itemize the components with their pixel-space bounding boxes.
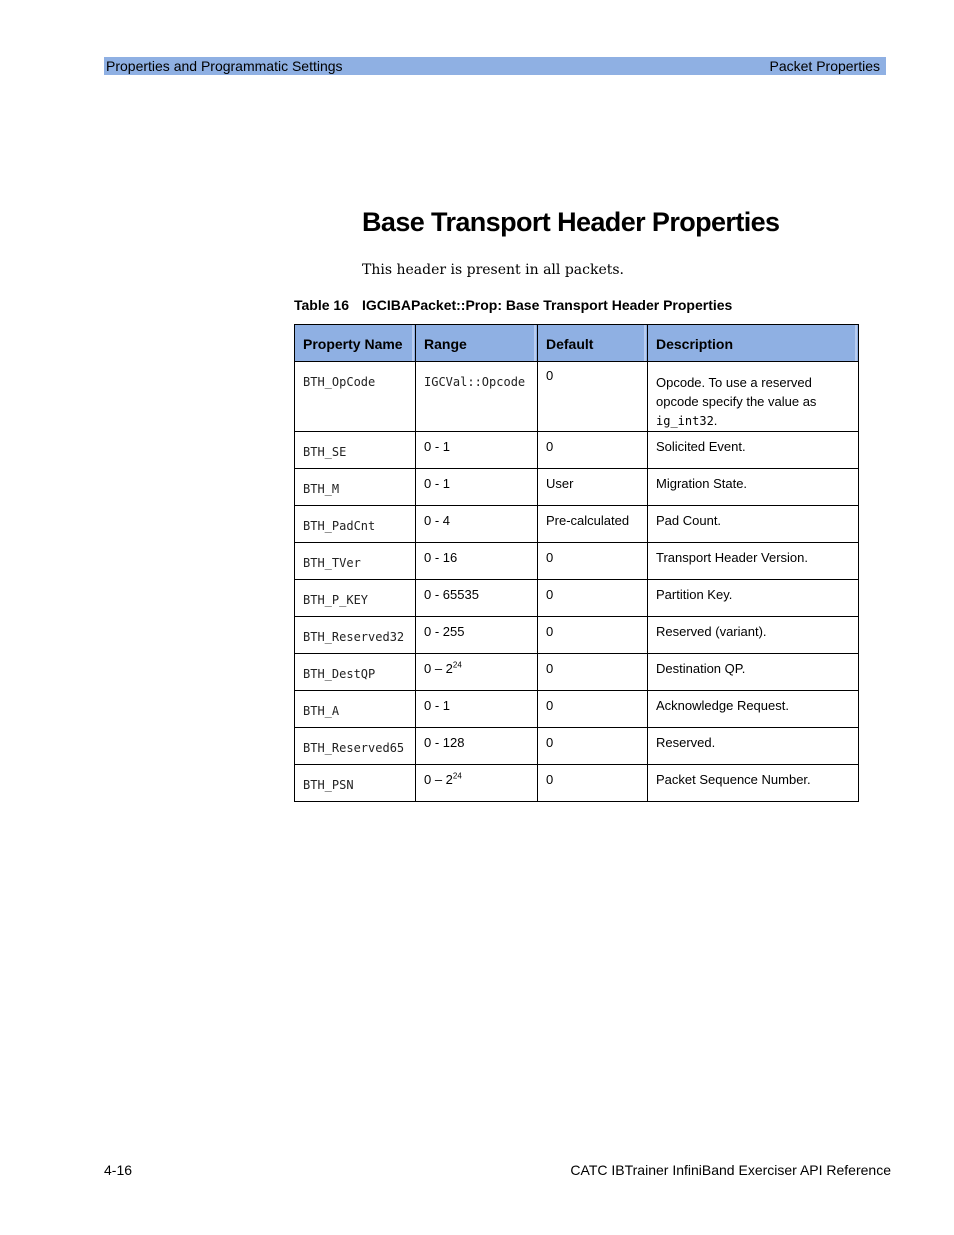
range-exponent: 24: [452, 771, 462, 781]
range-value: 0 - 255: [424, 624, 465, 639]
range-value: 0 - 1: [424, 698, 451, 713]
default-cell: [538, 362, 648, 432]
property-name: BTH_TVer: [303, 556, 361, 570]
page-title: Base Transport Header Properties: [362, 207, 780, 237]
book-title: CATC IBTrainer InfiniBand Exerciser API Reference: [570, 1162, 891, 1178]
table-row: [295, 506, 859, 543]
default-value: 0: [546, 439, 554, 454]
default-cell: [538, 765, 648, 802]
default-value: 0: [546, 772, 554, 787]
property-name-cell: [295, 506, 416, 543]
range-cell: [416, 728, 538, 765]
table-row: [295, 469, 859, 506]
property-name: BTH_SE: [303, 445, 347, 459]
column-header-range: Range: [416, 325, 538, 362]
description-text: Destination QP.: [656, 661, 746, 676]
property-name: BTH_PadCnt: [303, 519, 376, 533]
range-cell: [416, 469, 538, 506]
description-cell: [648, 617, 859, 654]
property-name: BTH_OpCode: [303, 375, 376, 389]
default-cell: [538, 617, 648, 654]
description-text: Reserved.: [656, 735, 716, 750]
range-value: IGCVal::Opcode: [424, 375, 526, 389]
property-name-cell: [295, 580, 416, 617]
column-header-description: Description: [648, 325, 859, 362]
default-value: 0: [546, 550, 554, 565]
table-row: [295, 617, 859, 654]
property-name-cell: [295, 432, 416, 469]
running-header-left: Properties and Programmatic Settings: [106, 58, 343, 74]
property-name-cell: [295, 362, 416, 432]
default-value: Pre-calculated: [546, 513, 630, 528]
default-value: 0: [546, 624, 554, 639]
default-value: 0: [546, 698, 554, 713]
property-name-cell: [295, 691, 416, 728]
default-cell: [538, 654, 648, 691]
property-name: BTH_P_KEY: [303, 593, 369, 607]
range-cell: [416, 691, 538, 728]
range-cell: [416, 654, 538, 691]
property-name-cell: [295, 728, 416, 765]
table-row: [295, 765, 859, 802]
range-cell: [416, 543, 538, 580]
range-value: 0 - 128: [424, 735, 465, 750]
range-cell: [416, 362, 538, 432]
description-cell: [648, 580, 859, 617]
range-cell: [416, 432, 538, 469]
property-name-cell: [295, 654, 416, 691]
table-row: [295, 580, 859, 617]
default-cell: [538, 543, 648, 580]
column-header-property-name: Property Name: [295, 325, 416, 362]
description-cell: [648, 654, 859, 691]
running-header-right: Packet Properties: [769, 58, 880, 74]
property-name-cell: [295, 469, 416, 506]
description-text: Partition Key.: [656, 587, 733, 602]
description-tail: .: [713, 413, 718, 428]
default-cell: [538, 691, 648, 728]
description-cell: [648, 765, 859, 802]
range-value: 0 - 1: [424, 476, 451, 491]
default-cell: [538, 506, 648, 543]
range-exponent: 24: [452, 660, 462, 670]
description-text: Solicited Event.: [656, 439, 746, 454]
range-value: 0 – 2: [424, 772, 453, 787]
range-cell: [416, 506, 538, 543]
default-cell: [538, 432, 648, 469]
property-name: BTH_A: [303, 704, 340, 718]
range-value: 0 - 4: [424, 513, 451, 528]
description-cell: [648, 469, 859, 506]
property-name: BTH_Reserved65: [303, 741, 405, 755]
description-text: Packet Sequence Number.: [656, 772, 811, 787]
description-text: Opcode. To use a reserved opcode specify the value as: [656, 375, 817, 409]
default-value: 0: [546, 368, 554, 383]
description-cell: [648, 691, 859, 728]
description-cell: [648, 728, 859, 765]
description-cell: [648, 432, 859, 469]
table-row: [295, 362, 859, 432]
property-name: BTH_DestQP: [303, 667, 376, 681]
range-cell: [416, 580, 538, 617]
property-name-cell: [295, 617, 416, 654]
default-value: 0: [546, 661, 554, 676]
range-value: 0 - 16: [424, 550, 458, 565]
range-value: 0 - 65535: [424, 587, 479, 602]
default-value: 0: [546, 587, 554, 602]
table-row: [295, 691, 859, 728]
table-caption: [294, 297, 732, 313]
property-name: BTH_Reserved32: [303, 630, 405, 644]
range-value: 0 - 1: [424, 439, 451, 454]
description-cell: [648, 543, 859, 580]
default-value: 0: [546, 735, 554, 750]
description-code: ig_int32: [656, 414, 714, 428]
table-body: [295, 362, 859, 802]
default-value: User: [546, 476, 574, 491]
column-header-default: Default: [538, 325, 648, 362]
description-text: Migration State.: [656, 476, 748, 491]
description-cell: [648, 506, 859, 543]
table-row: [295, 728, 859, 765]
table-row: [295, 432, 859, 469]
description-text: Acknowledge Request.: [656, 698, 789, 713]
range-cell: [416, 617, 538, 654]
table-header-row: [295, 325, 859, 362]
property-name-cell: [295, 765, 416, 802]
table-caption-text: IGCIBAPacket::Prop: Base Transport Header Properties: [362, 297, 733, 313]
description-text: Reserved (variant).: [656, 624, 767, 639]
table-row: [295, 654, 859, 691]
description-cell: [648, 362, 859, 432]
default-cell: [538, 728, 648, 765]
default-cell: [538, 469, 648, 506]
property-name: BTH_M: [303, 482, 340, 496]
default-cell: [538, 580, 648, 617]
description-text: Transport Header Version.: [656, 550, 808, 565]
page-number: 4-16: [104, 1162, 133, 1178]
property-name: BTH_PSN: [303, 778, 354, 792]
description-text: Pad Count.: [656, 513, 722, 528]
properties-table: [294, 324, 859, 802]
range-cell: [416, 765, 538, 802]
table-row: [295, 543, 859, 580]
property-name-cell: [295, 543, 416, 580]
range-value: 0 – 2: [424, 661, 453, 676]
intro-paragraph: This header is present in all packets.: [362, 262, 624, 278]
running-header: [104, 57, 886, 75]
table-caption-number: Table 16: [294, 297, 349, 313]
